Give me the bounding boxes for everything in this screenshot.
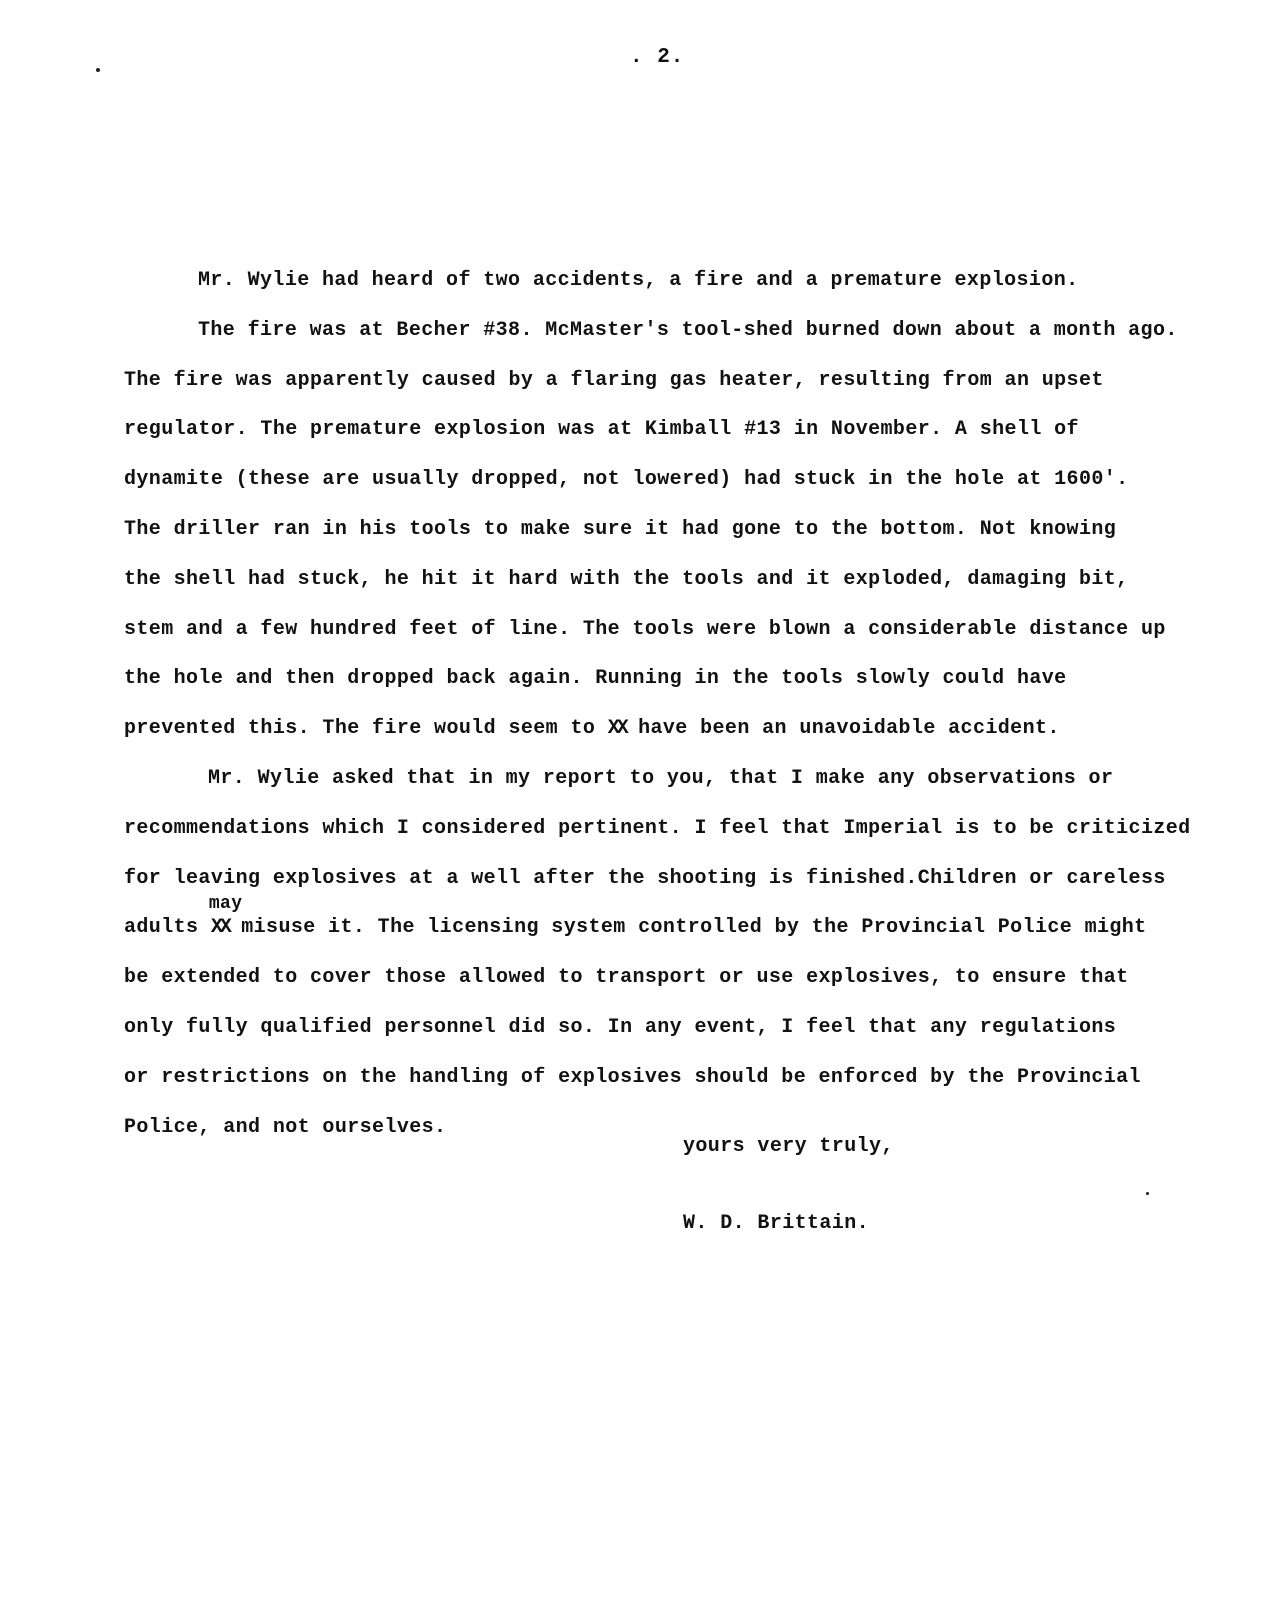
text-line [124,716,1204,766]
text-segment: prevented this. The fire would seem to [124,717,608,741]
text-line: for leaving explosives at a well after the shooting is finished.Children or careless [124,866,1166,890]
text-line: the shell had stuck, he hit it hard with the tools and it exploded, damaging bit, [124,567,1129,591]
correction [208,894,243,941]
text-line: recommendations which I considered pertinent. I feel that Imperial is to be criticized [124,816,1191,840]
text-line: the hole and then dropped back again. Running in the tools slowly could have [124,667,1067,691]
text-line: Mr. Wylie had heard of two accidents, a fire and a premature explosion. [198,269,1079,292]
letter-body [124,268,1204,1164]
text-line: be extended to cover those allowed to transport or use explosives, to ensure that [124,966,1129,990]
text-line: stem and a few hundred feet of line. The tools were blown a considerable distance up [124,617,1166,641]
text-line: The fire was at Becher #38. McMaster's tool-shed burned down about a month ago. [198,318,1178,342]
text-line: regulator. The premature explosion was at Kimball #13 in November. A shell of [124,418,1079,442]
text-segment: have been an unavoidable accident. [625,717,1060,741]
paper-speck [1146,1192,1149,1195]
text-line: Mr. Wylie asked that in my report to you, that I make any observations or [208,766,1114,790]
page-number: . 2. [630,46,685,69]
inserted-word: may [208,894,243,915]
text-line: Police, and not ourselves. [124,1115,447,1139]
text-segment: misuse it. The licensing system controlled by the Provincial Police might [228,916,1147,940]
signature: W. D. Brittain. [683,1212,870,1235]
text-line: The driller ran in his tools to make sure it had gone to the bottom. Not knowing [124,517,1117,541]
text-segment: adults [124,916,211,940]
text-line: only fully qualified personnel did so. In any event, I feel that any regulations [124,1015,1117,1039]
struck-out-text: XX [210,916,229,940]
text-line: dynamite (these are usually dropped, not lowered) had stuck in the hole at 1600'. [124,468,1129,492]
struck-out-text: XX [607,717,626,741]
text-line: The fire was apparently caused by a flaring gas heater, resulting from an upset [124,368,1104,392]
paper-speck [96,68,100,72]
closing-salutation: yours very truly, [683,1135,894,1158]
text-line [124,894,1204,965]
text-line: or restrictions on the handling of explosives should be enforced by the Provincial [124,1065,1141,1089]
